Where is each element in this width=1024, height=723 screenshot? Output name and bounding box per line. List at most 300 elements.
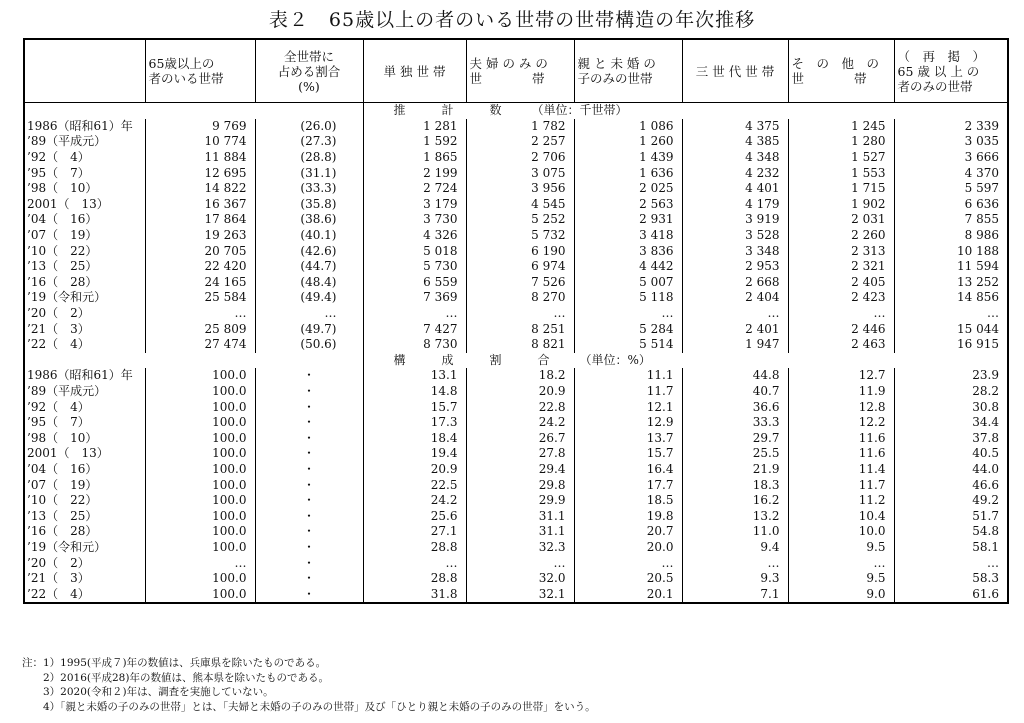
value-cell: …: [255, 306, 363, 322]
composition-row: [24, 415, 1008, 431]
value-cell: 21.9: [682, 462, 788, 478]
year-cell: ’22（ 4）: [24, 337, 145, 353]
estimate-row: [24, 165, 1008, 181]
value-cell: 5 252: [466, 212, 574, 228]
value-cell: …: [466, 306, 574, 322]
value-cell: ・: [255, 384, 363, 400]
value-cell: 20.5: [574, 571, 682, 587]
value-cell: 3 956: [466, 181, 574, 197]
value-cell: 1 245: [788, 119, 894, 135]
value-cell: 31.1: [466, 524, 574, 540]
header-line: 世 帯: [469, 71, 545, 86]
year-cell: 2001（ 13）: [24, 446, 145, 462]
value-cell: 1 086: [574, 119, 682, 135]
value-cell: 15.7: [363, 399, 466, 415]
year-cell: 1986（昭和61）年: [24, 368, 145, 384]
year-cell: ’98（ 10）: [24, 430, 145, 446]
value-cell: 58.3: [894, 571, 1008, 587]
value-cell: 100.0: [145, 462, 255, 478]
composition-row: [24, 493, 1008, 509]
value-cell: 20.1: [574, 586, 682, 603]
year-cell: ’95（ 7）: [24, 165, 145, 181]
value-cell: 1 439: [574, 150, 682, 166]
composition-row: [24, 477, 1008, 493]
header-parent-unmarried-child: [574, 39, 682, 103]
year-cell: ’13（ 25）: [24, 259, 145, 275]
value-cell: 100.0: [145, 571, 255, 587]
header-row: [24, 39, 1008, 103]
value-cell: (49.7): [255, 321, 363, 337]
estimate-row: [24, 134, 1008, 150]
value-cell: 5 118: [574, 290, 682, 306]
value-cell: 11.1: [574, 368, 682, 384]
value-cell: 11.2: [788, 493, 894, 509]
value-cell: 22.5: [363, 477, 466, 493]
value-cell: 27.8: [466, 446, 574, 462]
value-cell: 12 695: [145, 165, 255, 181]
value-cell: 11 594: [894, 259, 1008, 275]
value-cell: 5 597: [894, 181, 1008, 197]
value-cell: 2 031: [788, 212, 894, 228]
value-cell: …: [145, 306, 255, 322]
value-cell: 5 018: [363, 243, 466, 259]
value-cell: 11.7: [574, 384, 682, 400]
value-cell: 23.9: [894, 368, 1008, 384]
value-cell: 7 526: [466, 275, 574, 291]
value-cell: 1 636: [574, 165, 682, 181]
value-cell: 16.2: [682, 493, 788, 509]
value-cell: 4 545: [466, 197, 574, 213]
value-cell: 32.1: [466, 586, 574, 603]
header-line: 全世帯に: [283, 48, 334, 64]
year-cell: ’04（ 16）: [24, 212, 145, 228]
header-line: 65歳以上の: [148, 56, 215, 71]
header-line: 親 と 未 婚 の: [577, 56, 656, 71]
value-cell: 19.4: [363, 446, 466, 462]
header-line: 世 帯: [791, 71, 867, 86]
value-cell: 4 375: [682, 119, 788, 135]
value-cell: …: [788, 306, 894, 322]
value-cell: …: [363, 306, 466, 322]
header-other: [788, 39, 894, 103]
value-cell: ・: [255, 508, 363, 524]
value-cell: 2 404: [682, 290, 788, 306]
value-cell: 29.8: [466, 477, 574, 493]
value-cell: 100.0: [145, 384, 255, 400]
value-cell: 28.2: [894, 384, 1008, 400]
composition-row: [24, 586, 1008, 603]
value-cell: 3 075: [466, 165, 574, 181]
footnotes: [22, 656, 596, 714]
value-cell: (35.8): [255, 197, 363, 213]
composition-row: [24, 555, 1008, 571]
value-cell: 100.0: [145, 430, 255, 446]
value-cell: 11.4: [788, 462, 894, 478]
header-65plus-households: [145, 39, 255, 103]
footnote: 注：1）1995(平成７)年の数値は、兵庫県を除いたものである。: [22, 657, 327, 669]
value-cell: …: [894, 306, 1008, 322]
estimate-row: [24, 212, 1008, 228]
value-cell: 13.2: [682, 508, 788, 524]
value-cell: …: [574, 555, 682, 571]
footnote: 3）2020(令和２)年は、調査を実施していない。: [22, 686, 274, 698]
value-cell: 29.7: [682, 430, 788, 446]
value-cell: 1 260: [574, 134, 682, 150]
value-cell: 10.0: [788, 524, 894, 540]
value-cell: 14.8: [363, 384, 466, 400]
value-cell: 100.0: [145, 415, 255, 431]
value-cell: (48.4): [255, 275, 363, 291]
value-cell: ・: [255, 477, 363, 493]
value-cell: 100.0: [145, 477, 255, 493]
value-cell: 25.5: [682, 446, 788, 462]
value-cell: 9.5: [788, 571, 894, 587]
value-cell: ・: [255, 430, 363, 446]
year-cell: ’92（ 4）: [24, 150, 145, 166]
value-cell: 9.3: [682, 571, 788, 587]
value-cell: 7 369: [363, 290, 466, 306]
value-cell: …: [145, 555, 255, 571]
value-cell: 17.7: [574, 477, 682, 493]
header-line: 者のみの世帯: [897, 78, 973, 94]
value-cell: 40.7: [682, 384, 788, 400]
estimate-row: [24, 119, 1008, 135]
estimate-row: [24, 275, 1008, 291]
value-cell: 14 822: [145, 181, 255, 197]
year-cell: ’20（ 2）: [24, 306, 145, 322]
value-cell: 2 463: [788, 337, 894, 353]
value-cell: 18.5: [574, 493, 682, 509]
value-cell: 9.4: [682, 540, 788, 556]
section-spacer: [24, 353, 363, 369]
value-cell: 1 902: [788, 197, 894, 213]
year-cell: ’10（ 22）: [24, 493, 145, 509]
value-cell: 4 232: [682, 165, 788, 181]
header-share-of-all: [255, 39, 363, 103]
header-line: 者のいる世帯: [148, 71, 224, 86]
value-cell: 28.8: [363, 571, 466, 587]
value-cell: …: [682, 306, 788, 322]
value-cell: 17 864: [145, 212, 255, 228]
value-cell: 2 025: [574, 181, 682, 197]
value-cell: 3 528: [682, 228, 788, 244]
value-cell: 2 257: [466, 134, 574, 150]
value-cell: ・: [255, 399, 363, 415]
header-line: そ の 他 の: [791, 56, 880, 71]
header-line: 単 独 世 帯: [383, 63, 446, 79]
footnote: 4）「親と未婚の子のみの世帯」とは、「夫婦と未婚の子のみの世帯」及び「ひとり親と未婚の子のみの世帯」をいう。: [22, 700, 596, 713]
value-cell: 24.2: [363, 493, 466, 509]
value-cell: 2 199: [363, 165, 466, 181]
value-cell: (40.1): [255, 228, 363, 244]
section-composition-heading: [24, 353, 1008, 369]
value-cell: 1 553: [788, 165, 894, 181]
estimate-row: [24, 321, 1008, 337]
header-line: 子のみの世帯: [577, 71, 653, 86]
value-cell: 20.9: [466, 384, 574, 400]
page-title: 表２ 65歳以上の者のいる世帯の世帯構造の年次推移: [268, 9, 756, 31]
value-cell: 11.6: [788, 430, 894, 446]
value-cell: 1 865: [363, 150, 466, 166]
value-cell: 22.8: [466, 399, 574, 415]
value-cell: ・: [255, 586, 363, 603]
header-blank: [24, 39, 145, 103]
value-cell: 1 782: [466, 119, 574, 135]
value-cell: 15.7: [574, 446, 682, 462]
value-cell: 11.0: [682, 524, 788, 540]
estimate-row: [24, 228, 1008, 244]
year-cell: ’89（平成元）: [24, 384, 145, 400]
value-cell: 22 420: [145, 259, 255, 275]
section-label: 構 成 割 合 （単位：%）: [363, 353, 1008, 369]
year-cell: ’89（平成元）: [24, 134, 145, 150]
value-cell: 100.0: [145, 368, 255, 384]
value-cell: 18.2: [466, 368, 574, 384]
value-cell: 100.0: [145, 508, 255, 524]
value-cell: 11.6: [788, 446, 894, 462]
value-cell: 8 251: [466, 321, 574, 337]
value-cell: 32.3: [466, 540, 574, 556]
header-line: 三 世 代 世 帯: [695, 63, 775, 79]
header-single: [363, 39, 466, 103]
value-cell: 20 705: [145, 243, 255, 259]
value-cell: 36.6: [682, 399, 788, 415]
value-cell: 6 190: [466, 243, 574, 259]
value-cell: 31.8: [363, 586, 466, 603]
year-cell: ’16（ 28）: [24, 524, 145, 540]
value-cell: 3 666: [894, 150, 1008, 166]
year-cell: ’04（ 16）: [24, 462, 145, 478]
value-cell: 40.5: [894, 446, 1008, 462]
value-cell: 12.8: [788, 399, 894, 415]
value-cell: 13 252: [894, 275, 1008, 291]
value-cell: 19 263: [145, 228, 255, 244]
year-cell: 2001（ 13）: [24, 197, 145, 213]
value-cell: 5 514: [574, 337, 682, 353]
value-cell: 7.1: [682, 586, 788, 603]
value-cell: 6 559: [363, 275, 466, 291]
composition-row: [24, 508, 1008, 524]
value-cell: 20.9: [363, 462, 466, 478]
value-cell: ・: [255, 571, 363, 587]
value-cell: 2 401: [682, 321, 788, 337]
value-cell: 2 339: [894, 119, 1008, 135]
value-cell: 2 668: [682, 275, 788, 291]
value-cell: 4 442: [574, 259, 682, 275]
value-cell: 28.8: [363, 540, 466, 556]
value-cell: 7 855: [894, 212, 1008, 228]
year-cell: ’21（ 3）: [24, 321, 145, 337]
value-cell: 25.6: [363, 508, 466, 524]
value-cell: 26.7: [466, 430, 574, 446]
value-cell: 46.6: [894, 477, 1008, 493]
value-cell: 11.7: [788, 477, 894, 493]
value-cell: 1 715: [788, 181, 894, 197]
value-cell: (50.6): [255, 337, 363, 353]
value-cell: 61.6: [894, 586, 1008, 603]
value-cell: 2 446: [788, 321, 894, 337]
value-cell: 3 348: [682, 243, 788, 259]
value-cell: …: [682, 555, 788, 571]
value-cell: 32.0: [466, 571, 574, 587]
estimate-row: [24, 181, 1008, 197]
value-cell: 2 321: [788, 259, 894, 275]
value-cell: 19.8: [574, 508, 682, 524]
year-cell: ’98（ 10）: [24, 181, 145, 197]
year-cell: ’07（ 19）: [24, 228, 145, 244]
value-cell: 100.0: [145, 446, 255, 462]
value-cell: …: [574, 306, 682, 322]
value-cell: 2 563: [574, 197, 682, 213]
value-cell: 1 527: [788, 150, 894, 166]
value-cell: 27.1: [363, 524, 466, 540]
value-cell: …: [788, 555, 894, 571]
value-cell: 100.0: [145, 540, 255, 556]
value-cell: 4 385: [682, 134, 788, 150]
value-cell: 51.7: [894, 508, 1008, 524]
value-cell: 2 260: [788, 228, 894, 244]
value-cell: 54.8: [894, 524, 1008, 540]
composition-row: [24, 399, 1008, 415]
value-cell: 31.1: [466, 508, 574, 524]
value-cell: 16 367: [145, 197, 255, 213]
header-three-generation: [682, 39, 788, 103]
value-cell: (49.4): [255, 290, 363, 306]
value-cell: (33.3): [255, 181, 363, 197]
value-cell: 100.0: [145, 399, 255, 415]
value-cell: (26.0): [255, 119, 363, 135]
value-cell: 37.8: [894, 430, 1008, 446]
value-cell: 11.9: [788, 384, 894, 400]
header-couple-only: [466, 39, 574, 103]
year-cell: ’19（令和元）: [24, 290, 145, 306]
value-cell: ・: [255, 555, 363, 571]
value-cell: 25 809: [145, 321, 255, 337]
value-cell: 24 165: [145, 275, 255, 291]
section-spacer: [24, 103, 363, 119]
value-cell: 5 284: [574, 321, 682, 337]
value-cell: (44.7): [255, 259, 363, 275]
footnote: 2）2016(平成28)年の数値は、熊本県を除いたものである。: [22, 671, 329, 684]
value-cell: 12.9: [574, 415, 682, 431]
value-cell: (31.1): [255, 165, 363, 181]
header-line: 65 歳 以 上 の: [897, 63, 980, 79]
value-cell: 16 915: [894, 337, 1008, 353]
year-cell: ’22（ 4）: [24, 586, 145, 603]
value-cell: (38.6): [255, 212, 363, 228]
value-cell: 3 179: [363, 197, 466, 213]
value-cell: 5 007: [574, 275, 682, 291]
value-cell: 25 584: [145, 290, 255, 306]
composition-row: [24, 524, 1008, 540]
estimate-row: [24, 243, 1008, 259]
estimate-row: [24, 290, 1008, 306]
value-cell: 10.4: [788, 508, 894, 524]
header-line: (%): [298, 78, 320, 94]
header-line: （ 再 掲 ）: [897, 48, 986, 64]
estimate-row: [24, 197, 1008, 213]
value-cell: 8 986: [894, 228, 1008, 244]
value-cell: 18.4: [363, 430, 466, 446]
value-cell: 6 636: [894, 197, 1008, 213]
year-cell: ’92（ 4）: [24, 399, 145, 415]
value-cell: 7 427: [363, 321, 466, 337]
value-cell: ・: [255, 462, 363, 478]
estimate-row: [24, 259, 1008, 275]
value-cell: 58.1: [894, 540, 1008, 556]
value-cell: 100.0: [145, 493, 255, 509]
value-cell: 2 405: [788, 275, 894, 291]
composition-row: [24, 462, 1008, 478]
value-cell: 3 035: [894, 134, 1008, 150]
value-cell: 8 821: [466, 337, 574, 353]
value-cell: 4 370: [894, 165, 1008, 181]
estimate-row: [24, 306, 1008, 322]
value-cell: 2 423: [788, 290, 894, 306]
value-cell: 4 348: [682, 150, 788, 166]
value-cell: 2 724: [363, 181, 466, 197]
value-cell: 9.0: [788, 586, 894, 603]
household-structure-table: [23, 38, 1009, 604]
value-cell: 10 188: [894, 243, 1008, 259]
value-cell: 2 931: [574, 212, 682, 228]
value-cell: 1 947: [682, 337, 788, 353]
value-cell: 2 953: [682, 259, 788, 275]
value-cell: 5 732: [466, 228, 574, 244]
value-cell: 3 418: [574, 228, 682, 244]
value-cell: 100.0: [145, 524, 255, 540]
year-cell: ’21（ 3）: [24, 571, 145, 587]
value-cell: 17.3: [363, 415, 466, 431]
composition-row: [24, 368, 1008, 384]
section-estimates-heading: [24, 103, 1008, 119]
value-cell: 1 280: [788, 134, 894, 150]
value-cell: 100.0: [145, 586, 255, 603]
year-cell: ’16（ 28）: [24, 275, 145, 291]
value-cell: 6 974: [466, 259, 574, 275]
value-cell: 27 474: [145, 337, 255, 353]
value-cell: 1 592: [363, 134, 466, 150]
table-body: [24, 103, 1008, 604]
section-label: 推 計 数 （単位：千世帯）: [363, 103, 1008, 119]
value-cell: 13.1: [363, 368, 466, 384]
value-cell: 1 281: [363, 119, 466, 135]
estimate-row: [24, 150, 1008, 166]
value-cell: 12.1: [574, 399, 682, 415]
composition-row: [24, 384, 1008, 400]
year-cell: ’10（ 22）: [24, 243, 145, 259]
value-cell: ・: [255, 524, 363, 540]
value-cell: 16.4: [574, 462, 682, 478]
value-cell: 10 774: [145, 134, 255, 150]
header-line: 占める割合: [277, 63, 341, 79]
value-cell: 29.9: [466, 493, 574, 509]
year-cell: 1986（昭和61）年: [24, 119, 145, 135]
year-cell: ’07（ 19）: [24, 477, 145, 493]
value-cell: 3 730: [363, 212, 466, 228]
value-cell: 44.8: [682, 368, 788, 384]
header-line: 夫 婦 の み の: [469, 56, 548, 71]
value-cell: 24.2: [466, 415, 574, 431]
value-cell: 18.3: [682, 477, 788, 493]
composition-row: [24, 540, 1008, 556]
year-cell: ’13（ 25）: [24, 508, 145, 524]
value-cell: 20.7: [574, 524, 682, 540]
value-cell: ・: [255, 493, 363, 509]
value-cell: …: [466, 555, 574, 571]
value-cell: 34.4: [894, 415, 1008, 431]
value-cell: (27.3): [255, 134, 363, 150]
